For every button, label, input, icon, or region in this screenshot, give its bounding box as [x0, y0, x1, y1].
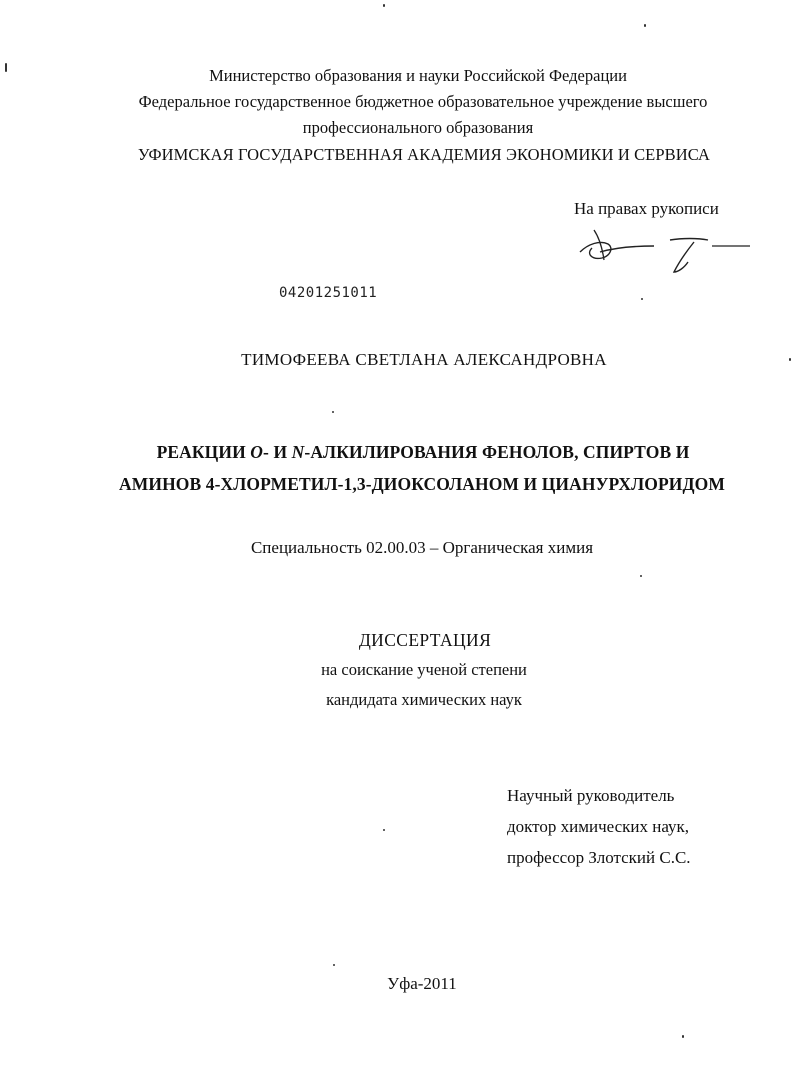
scan-speck	[640, 575, 642, 577]
supervisor-degree: доктор химических наук,	[507, 817, 690, 836]
document-type: ДИССЕРТАЦИЯ	[358, 630, 492, 650]
supervisor-role: Научный руководитель	[507, 786, 675, 805]
title-italic-n: N	[291, 442, 305, 462]
city-year: Уфа-2011	[387, 974, 457, 993]
dissertation-title-line1	[25, 442, 796, 462]
manuscript-note: На правах рукописи	[574, 199, 719, 218]
title-text: -АЛКИЛИРОВАНИЯ ФЕНОЛОВ, СПИРТОВ И	[304, 442, 690, 462]
scan-speck	[332, 411, 334, 413]
ministry-name: Министерство образования и науки Российской Федерации	[209, 66, 627, 85]
scan-speck	[383, 4, 385, 7]
supervisor-name: профессор Злотский С.С.	[507, 848, 691, 867]
handwritten-signature	[574, 222, 754, 282]
degree-line1: на соискание ученой степени	[321, 660, 527, 679]
scan-speck	[789, 358, 791, 361]
institution-type-line2: профессионального образования	[302, 118, 534, 137]
institution-type-line1: Федеральное государственное бюджетное образовательное учреждение высшего	[138, 92, 708, 111]
dissertation-title-line2: АМИНОВ 4-ХЛОРМЕТИЛ-1,3-ДИОКСОЛАНОМ И ЦИАНУРХЛОРИДОМ	[119, 474, 725, 494]
title-text: РЕАКЦИИ	[156, 442, 251, 462]
scan-speck	[644, 24, 646, 27]
author-name: ТИМОФЕЕВА СВЕТЛАНА АЛЕКСАНДРОВНА	[241, 350, 607, 369]
scan-speck	[333, 964, 335, 966]
scan-speck	[5, 63, 7, 72]
degree-line2: кандидата химических наук	[326, 690, 522, 709]
specialty: Специальность 02.00.03 – Органическая химия	[250, 538, 594, 557]
title-text: - И	[263, 442, 292, 462]
academy-name: УФИМСКАЯ ГОСУДАРСТВЕННАЯ АКАДЕМИЯ ЭКОНОМИКИ И СЕРВИСА	[137, 145, 711, 164]
scan-speck	[383, 829, 385, 831]
title-italic-o: O	[250, 442, 264, 462]
scan-speck	[641, 298, 643, 300]
scan-speck	[682, 1035, 684, 1038]
registration-code: 04201251011	[279, 285, 378, 301]
